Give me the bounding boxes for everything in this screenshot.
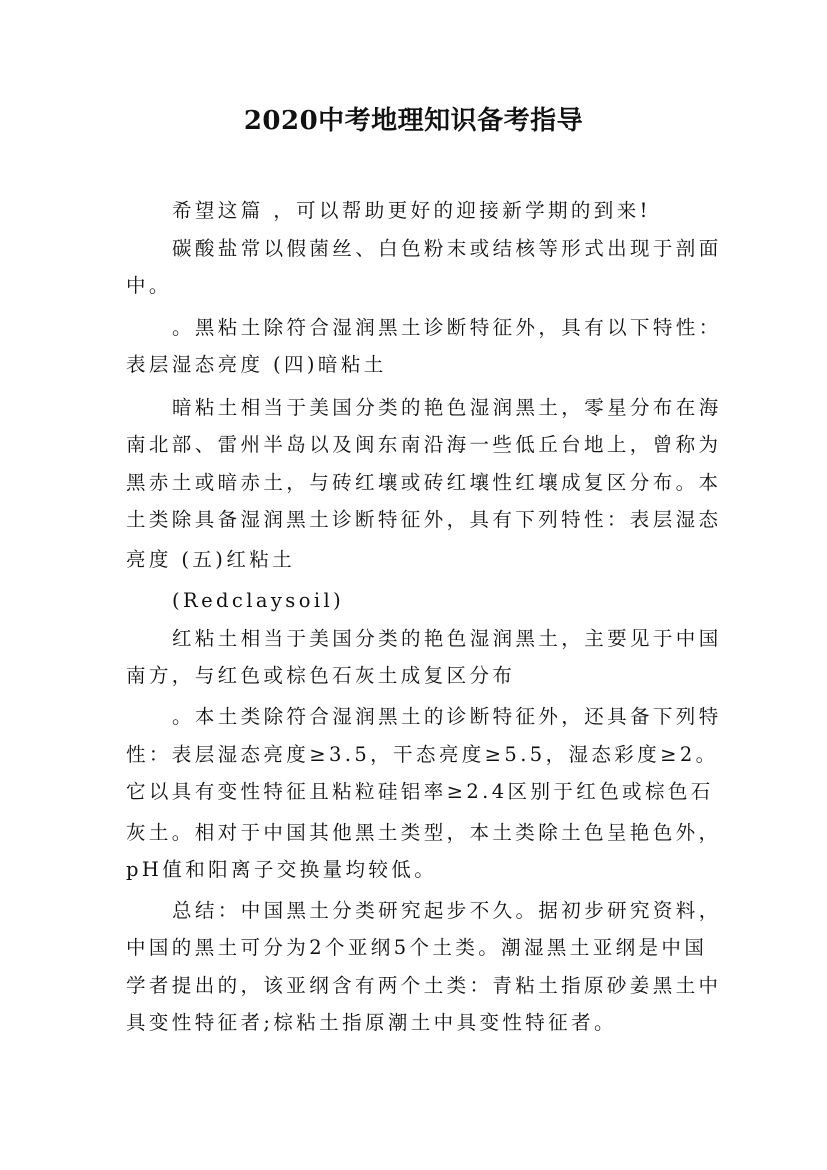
paragraph-line: 碳酸盐常以假菌丝、白色粉末或结核等形式出现于剖面 [172, 237, 722, 260]
paragraph-line: 红粘土相当于美国分类的艳色湿润黑土，主要见于中国 [172, 627, 722, 650]
paragraph-line: 表层湿态亮度 (四)暗粘土 [126, 353, 387, 376]
paragraph-line: 。本土类除符合湿润黑土的诊断特征外，还具备下列特 [172, 705, 722, 728]
paragraph-line: 中。 [126, 274, 172, 297]
document-title: 2020中考地理知识备考指导 [243, 106, 584, 136]
paragraph-line: 性：表层湿态亮度≥3.5，干态亮度≥5.5，湿态彩度≥2。 [126, 743, 719, 766]
paragraph-line: 它以具有变性特征且粘粒硅铝率≥2.4区别于红色或棕色石 [126, 780, 714, 803]
paragraph-line: 暗粘土相当于美国分类的艳色湿润黑土，零星分布在海 [172, 396, 722, 419]
paragraph-line: 中国的黑土可分为2个亚纲5个土类。潮湿黑土亚纲是中国 [126, 936, 708, 959]
paragraph-line: 。黑粘土除符合湿润黑土诊断特征外，具有以下特性： [172, 316, 722, 339]
paragraph-line: 灰土。相对于中国其他黑土类型，本土类除土色呈艳色外， [126, 821, 722, 844]
paragraph-line: 学者提出的，该亚纲含有两个土类：青粘土指原砂姜黑土中 [126, 974, 722, 997]
paragraph-line: 土类除具备湿润黑土诊断特征外，具有下列特性：表层湿态 [126, 508, 722, 531]
paragraph-line: pH值和阳离子交换量均较低。 [126, 858, 438, 881]
paragraph-line: 南北部、雷州半岛以及闽东南沿海一些低丘台地上，曾称为 [126, 433, 722, 456]
paragraph-line: 具变性特征者;棕粘土指原潮土中具变性特征者。 [126, 1011, 617, 1034]
paragraph-line: 亮度 (五)红粘土 [126, 548, 296, 571]
paragraph-line: 南方，与红色或棕色石灰土成复区分布 [126, 664, 516, 687]
paragraph-line: (Redclaysoil) [172, 589, 345, 612]
paragraph-line: 希望这篇 ，可以帮助更好的迎接新学期的到来! [172, 199, 651, 222]
paragraph-line: 黑赤土或暗赤土，与砖红壤或砖红壤性红壤成复区分布。本 [126, 471, 722, 494]
paragraph-line: 总结：中国黑土分类研究起步不久。据初步研究资料， [172, 899, 722, 922]
